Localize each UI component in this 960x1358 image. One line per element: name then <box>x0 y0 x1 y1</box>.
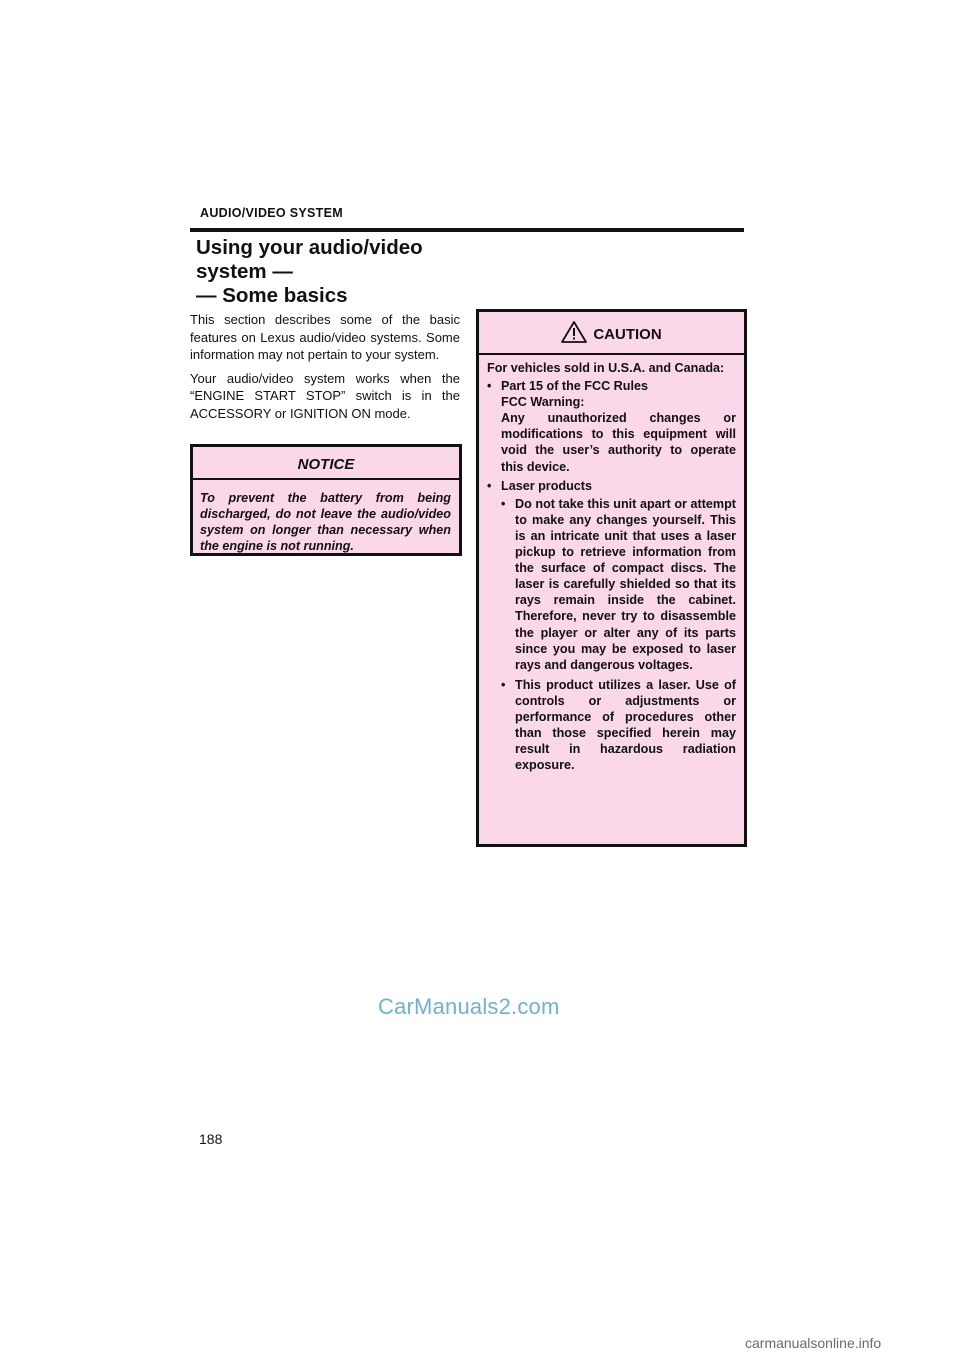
fcc-warning-text: Any unauthorized changes or modifications to this equipment will void the user’s authority to operate this device. <box>501 411 736 474</box>
caution-item-fcc <box>487 378 736 475</box>
title-line-2: system — <box>196 260 293 283</box>
intro-paragraph-1: This section describes some of the basic features on Lexus audio/video systems. Some information may not pertain to your system. <box>190 312 460 362</box>
notice-divider <box>193 478 459 480</box>
laser-subitem-text: This product utilizes a laser. Use of controls or adjustments or performance of procedures other than those specified herein may result in hazardous radiation exposure. <box>515 677 736 773</box>
header-rule <box>190 228 744 232</box>
caution-body <box>487 360 736 777</box>
page-number: 188 <box>199 1131 223 1147</box>
page-title <box>196 236 476 308</box>
bullet-icon: • <box>501 496 506 511</box>
caution-item-label: Laser products <box>501 478 592 493</box>
laser-subitem-text: Do not take this unit apart or attempt to make any changes yourself. This is an intricate unit that uses a laser pickup to retrieve information from the surface of compact discs. The laser is carefully shielded so that its rays remain inside the cabinet. Therefore, never try to disassemble the player or alter any of its parts since you may be exposed to laser rays and dangerous voltages. <box>515 496 736 672</box>
caution-item-label: Part 15 of the FCC Rules <box>501 379 648 394</box>
caution-header <box>479 322 744 346</box>
bullet-icon: • <box>487 379 492 394</box>
notice-heading: NOTICE <box>297 456 355 473</box>
caution-divider <box>479 353 744 355</box>
footer-brand-link[interactable]: carmanualsonline.info <box>745 1335 882 1351</box>
laser-subitem <box>501 496 736 673</box>
caution-heading: CAUTION <box>593 325 662 343</box>
bullet-icon: • <box>487 478 492 493</box>
title-line-1: Using your audio/video <box>196 236 423 259</box>
warning-triangle-icon <box>561 321 587 347</box>
watermark-link[interactable]: CarManuals2.com <box>378 994 560 1019</box>
title-line-3: — Some basics <box>196 284 348 307</box>
intro-paragraph-2: Your audio/video system works when the “ENGINE START STOP” switch is in the ACCESSORY or IGNITION ON mode. <box>190 370 460 421</box>
bullet-icon: • <box>501 677 506 692</box>
notice-box <box>190 444 462 556</box>
caution-item-laser <box>487 478 736 774</box>
caution-box <box>476 309 747 847</box>
laser-subitem <box>501 677 736 774</box>
caution-intro: For vehicles sold in U.S.A. and Canada: <box>487 361 725 375</box>
intro-text <box>190 311 460 428</box>
notice-body: To prevent the battery from being discharged, do not leave the audio/video system on longer than necessary when the engine is not running. <box>200 491 451 553</box>
fcc-warning-heading: FCC Warning: <box>501 395 585 410</box>
section-label: AUDIO/VIDEO SYSTEM <box>200 206 343 220</box>
